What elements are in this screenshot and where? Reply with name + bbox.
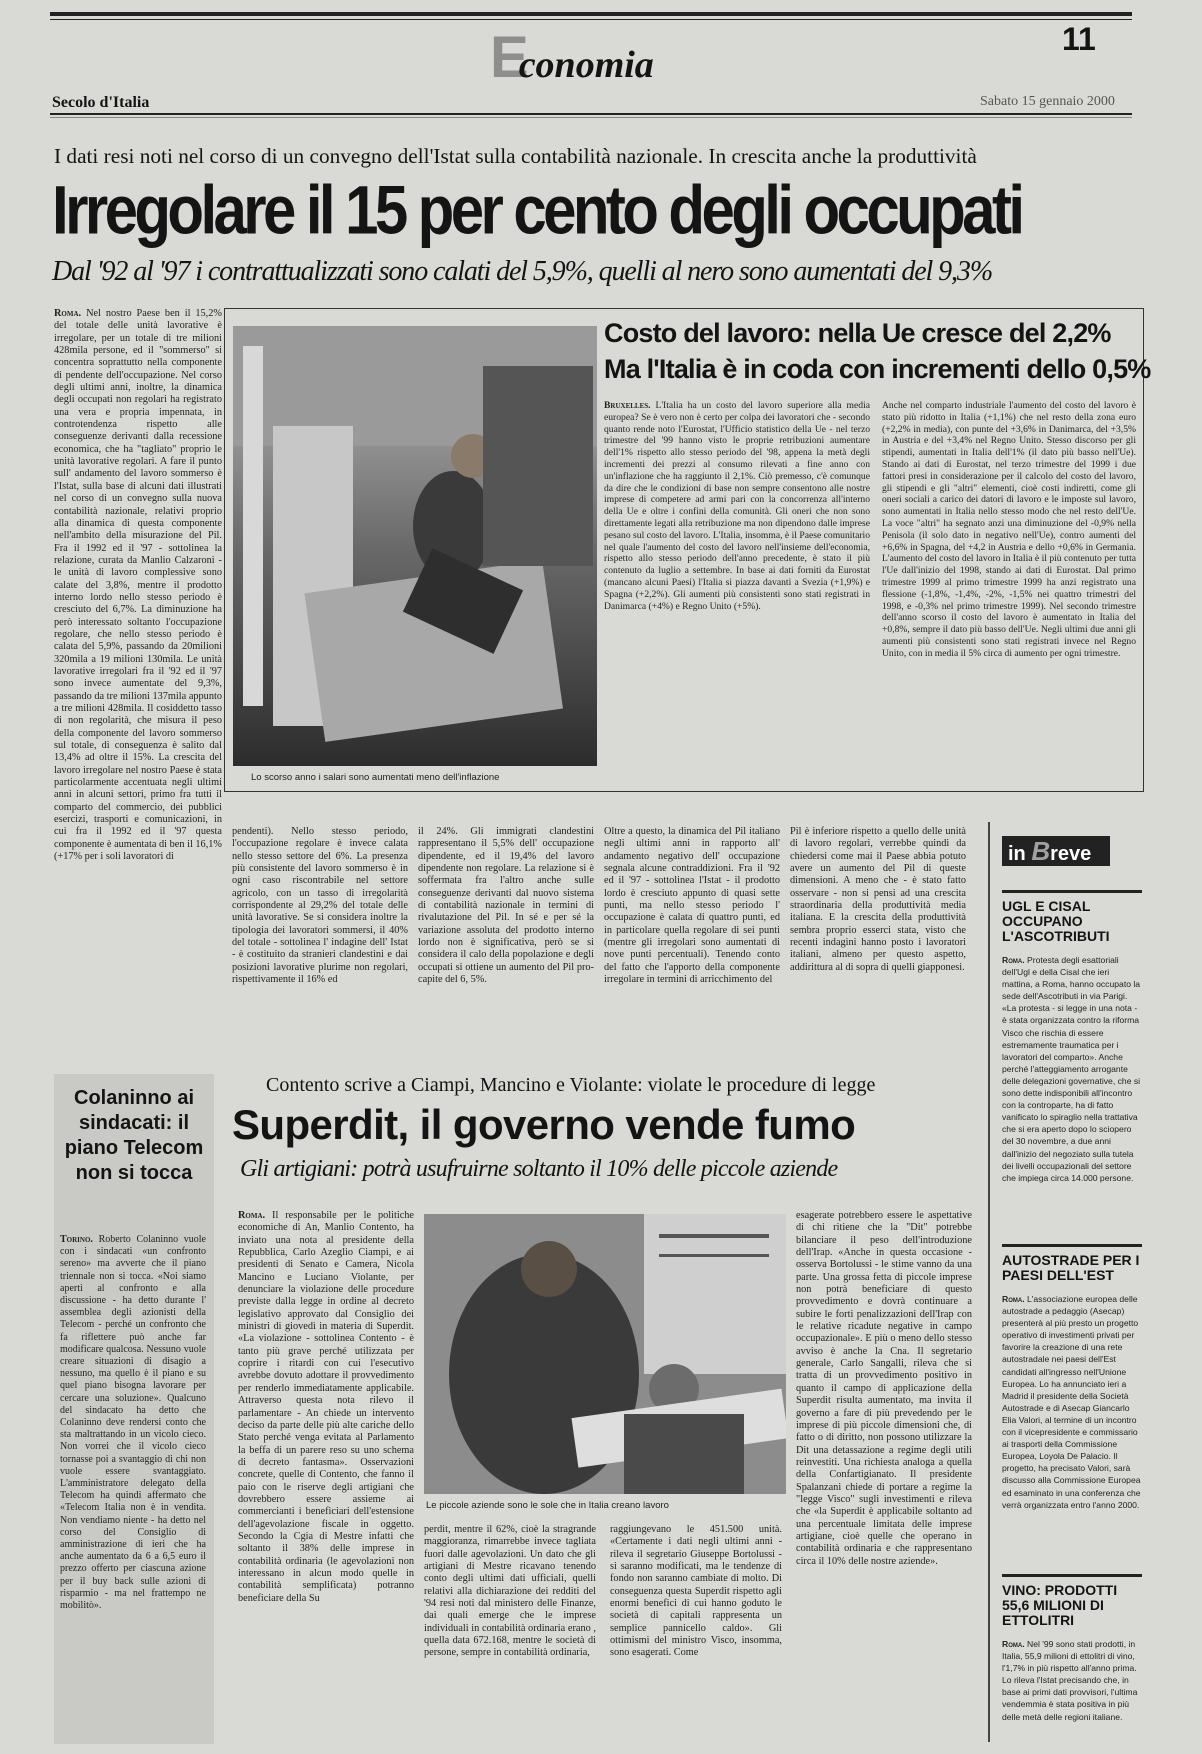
brief-title: UGL E CISAL OCCUPANO L'ASCOTRIBUTI [1002,898,1110,944]
in-breve-rest: reve [1050,843,1092,865]
colaninno-body [60,1234,206,1734]
masthead-rule [50,113,1132,115]
brief-rule [1002,1574,1142,1577]
brief-item-2 [1002,1244,1142,1573]
colaninno-dateline: Torino. [60,1234,93,1245]
box-dateline: Bruxelles. [604,400,651,411]
brief-dateline: Roma. [1002,955,1025,965]
lead-column-1 [54,308,222,1030]
brief-text: L'associazione europea delle autostrade a pedaggio (Asecap) presenterà al più presto un progetto operativo di investimenti privati per favorire la creazione di una rete autostradale nei paesi dell'Est candidati all'ingresso nell'Unione Europea. Lo ha annunciato ieri a Madrid il presidente della Società Autostrade e di Asecap Giancarlo Elia Valori, al termine di un incontro con il vicepresidente e commissario ai trasporti della Commissione Europea, Loyola De Palacio. Il progetto, ha precisato Valori, sarà discusso alla Commissione Europea ed esaminato in una conferenza che verrà organizzata entro l'anno 2000. [1002,1294,1141,1510]
brief-rule [1002,890,1142,893]
issue-date: Sabato 15 gennaio 2000 [980,94,1115,109]
superdit-text-3: raggiungevano le 451.500 unità. «Certamente i dati negli ultimi anni - rileva il segretario Giuseppe Bortolussi - si saranno modificati, ma le tendenze di fondo non saranno cambiate di molto. Di conseguenza questa Superdit rispetto agli enormi benefici di cui hanno goduto le società di capitali rappresenta un semplice pannicello caldo». Gli ottimismi del ministro Visco, insomma, sono esagerati. Come [610,1524,782,1659]
section-title [490,25,654,92]
colaninno-headline: Colaninno ai sindacati: il piano Telecom non si tocca [64,1087,204,1184]
lead-headline: Irregolare il 15 per cento degli occupati [52,171,1022,249]
brief-rule [1002,1244,1142,1247]
top-thin-rule [50,19,1132,20]
superdit-photo [424,1214,786,1494]
brief-body [1002,954,1142,1234]
lead-text-1: Nel nostro Paese ben il 15,2% del totale delle unità lavorative è irregolare, per un totale di tre milioni 428mila persone, ed il "sommerso" si concentra soprattutto nella componente di pendente dell'occupazione. Nel corso degli ultimi anni, inoltre, la dinamica degli occupati non regolari ha registrato una vera e propria impennata, in controtendenza rispetto alle conseguenze derivanti dalla recessione economica, che ha "tagliato" proprio le unità lavorative regolari. A fare il punto sull' andamento del lavoro sommerso è l'Istat, sulla base di alcuni dati illustrati nel corso di un convegno sulla nuova contabilità nazionale, relativi proprio alla dinamica di questa componente nell'ambito della misurazione del Pil. Fra il 1992 ed il '97 - sottolinea la relazione, curata da Manlio Calzaroni - le unità di lavoro complessive sono calate del 3,8%, mentre il prodotto interno lordo nello stesso periodo è cresciuto del 6,7%. La diminuzione ha però interessato soltanto l'occupazione regolare, che nello stesso periodo è calata del 5,9%, passando da 20milioni 320mila a 19 milioni 130mila. Le unità lavorative irregolari fra il '92 ed il '97 sono invece aumentate del 9,3%, passando da tre milioni 137mila appunto a tre milioni 428mila. Il cosiddetto tasso di non regolarità, che misura il peso della componente del lavoro sommerso sul totale, di conseguenza è salito dal 13,4% ad oltre il 15%. La crescita del lavoro irregolare nel nostro Paese è stata particolarmente accentuata negli ultimi anni in alcuni settori, primo fra tutti il comparto del commercio, dei pubblici esercizi, trasporti e comunicazioni, in cui fra il 1992 ed il '97 questa componente è aumentata di ben il 16,1% (+17% per i soli lavoratori di [54,308,222,863]
lead-text-4: Oltre a questo, la dinamica del Pil italiano negli ultimi anni in rapporto all' andamento negativo dell' occupazione segnala alcune contraddizioni. Fra il '92 ed il '97 - sottolinea l'Istat - il prodotto lordo è cresciuto appunto di quasi sette punti, ma nello stesso periodo l' occupazione è calata di quattro punti, ed in particolare quella regolare di sei punti (mentre gli irregolari sono aumentati di nove punti percentuali). Tenendo conto del fatto che l'apporto della componente irregolare in termini di arricchimento del [604,826,780,986]
lead-kicker: I dati resi noti nel corso di un convegno dell'Istat sulla contabilità nazionale. In crescita anche la produttività [54,144,977,168]
lead-column-4 [604,826,780,1028]
section-initial: E [490,25,529,90]
box-text-2: Anche nel comparto industriale l'aumento del costo del lavoro è stato più ridotto in Italia (+1,1%) che nel resto della zona euro (+2,2% in media), con punte del +3,6% in Danimarca, del +3,5% in Austria e del +3,4% nel Regno Unito. Stesso discorso per gli stipendi, aumentati in Italia dell'1% (il dato più basso nell'Ue). Stando ai dati di Eurostat, nel terzo trimestre del 1999 i due fattori presi in considerazione per il calcolo del costo del lavoro, gli stipendi e gli "altri" elementi, cioè costi indiretti, come gli oneri sociali a carico dei datori di lavoro e le imposte sul lavoro, sono aumentati in Italia nello stesso modo che nel resto dell'Ue. La voce "altri" ha segnato anzi una diminuzione del -0,9% nella Penisola (il solo dato in negativo nell'Ue), contro aumenti del +6,6% in Spagna, del +4,2 in Austria e dello +0,6% in Germania. L'aumento del costo del lavoro in Italia è il più contenuto per tutta l'Ue dall'inizio del 1998, stando ai dati di Eurostat. Dal primo trimestre 1999 al primo trimestre 1999 ha anzi registrato una flessione (-1,8%, -1,4%, -2%, -1,5% nei quattro trimestri del 1998, e -0,3% nel primo trimestre 1999). Nel secondo trimestre dell'anno scorso il costo del lavoro è aumentato in Italia del +0,8%, sempre il dato più basso dell'Ue. Negli ultimi due anni gli aumenti più consistenti sono stati registrati invece nel Regno Unito, con in media il 5% circa di aumento per ogni trimestre. [882,400,1136,659]
brief-body [1002,1638,1142,1748]
in-breve-sidebar [988,822,1144,1742]
lead-photo-caption: Lo scorso anno i salari sono aumentati meno dell'inflazione [251,772,500,783]
superdit-subhead: Gli artigiani: potrà usufruirne soltanto il 10% delle piccole aziende [240,1156,838,1182]
superdit-kicker: Contento scrive a Ciampi, Mancino e Violante: violate le procedure di legge [266,1074,876,1096]
in-breve-label [1002,836,1110,866]
superdit-text-4: esagerate potrebbero essere le aspettative di chi ritiene che la "Dit" potrebbe bilanciare il peso dell'introduzione dell'Irap. «Anche in questa occasione - osserva Bortolussi - le stime vanno da una parte. Una grossa fetta di piccole imprese non potrà beneficiare di questo provvedimento e dovrà continuare a subire le forti penalizzazioni dell'Irap con le relative ricadute negative in campo occupazionale». E più o meno dello stesso avviso è anche la Cna. Il segretario generale, Carlo Sangalli, rileva che si tratta di un provvedimento positivo in quanto il campo di applicazione della Superdit risulta aumentato, ma invita il governo a fare di più prevedendo per le imprese di più piccole dimensioni che, di fatto o di diritto, non possono utilizzare la Dit una detassazione a regime degli utili reinvestiti. Una richiesta analoga a quella della Confartigianato. Il presidente Spalanzani chiede di portare a regime la "legge Visco" sugli investimenti e rileva che «la Superdit è applicabile soltanto ad una percentuale limitata delle imprese artigiane, cioè quelle che operano in contabilità ordinaria e che rappresentano circa il 10% delle nostre aziende». [796,1210,972,1567]
artisans-photo-image [424,1214,786,1494]
box-headline-2: Ma l'Italia è in coda con incrementi dello 0,5% [604,354,1151,384]
lead-text-2: pendenti). Nello stesso periodo, l'occupazione regolare è invece calata nello stesso settore del 6%. La presenza più consistente del lavoro sommerso è in ogni caso riscontrabile nel settore agricolo, con un tasso di irregolarità corrispondente al 29,2% del totale delle unità lavorative. Se si considera inoltre la tipologia dei lavoratori sommersi, il 40% del totale - sottolinea l' indagine dell' Istat - è costituito da stranieri clandestini e dai posizioni lavorative plurime non regolari, rispettivamente il 16% ed [232,826,408,986]
brief-text: Protesta degli esattoriali dell'Ugl e della Cisal che ieri mattina, a Roma, hanno occupato la sede dell'Ascotributi in via Parigi. «La protesta - si legge in una nota - è stata organizzata contro la riforma Visco che rischia di essere estremamente traumatica per i lavoratori del comparto». Anche perché l'atteggiamento arrogante delle delegazioni governative, che si sono dette indisponibili all'incontro con la controparte, ha di fatto vanificato lo spiraglio nella trattativa che si era aperto dopo lo sciopero del 30 novembre, a due anni dall'inizio del negoziato sulla tutela dei livelli occupazionali del settore che impiega circa 14.000 persone. [1002,955,1141,1183]
masthead-thin-rule [50,117,1132,118]
lead-column-2 [232,826,408,1028]
colaninno-box [54,1074,214,1744]
brief-title: AUTOSTRADE PER I PAESI DELL'EST [1002,1252,1140,1283]
superdit-dateline: Roma. [238,1210,266,1221]
superdit-text-2: perdit, mentre il 62%, cioè la stragrande maggioranza, rimarrebbe invece tagliata fuori dalle agevolazioni. Un dato che gli artigiani di Mestre ricavano tenendo conto degli ultimi dati ufficiali, quelli relativi alla dichiarazione dei redditi del '94 resi noti dal ministero delle Finanze, dai quali emerge che le imprese individuali in contabilità ordinaria erano , quella data 672.168, mentre le società di persone, sempre in contabilità ordinaria, [424,1524,596,1659]
superdit-column-1 [238,1210,414,1742]
brief-body [1002,1293,1142,1573]
brief-title: VINO: PRODOTTI 55,6 MILIONI DI ETTOLITRI [1002,1582,1118,1628]
superdit-text-1: Il responsabile per le politiche economiche di An, Manlio Contento, ha inviato una nota al presidente della Repubblica, Carlo Azeglio Ciampi, e ai presidenti di Senato e Camera, Nicola Mancino e Luciano Violante, per denunciare la violazione delle procedure previste dalla legge in ordine al decreto legislativo approvato dal Consiglio dei ministri di giovedì in materia di Superdit. «La violazione - sottolinea Contento - è tanto più grave perché utilizzata per coprire i ritardi con cui l'esecutivo avrebbe dovuto adottare il provvedimento per renderlo immediatamente applicabile. Attraverso questa nota rilevo il parlamentare - An chiede un intervento deciso da parte delle più alte cariche dello Stato perché venga evitata al Parlamento la beffa di un parere reso su uno schema di decreto fantasma». Osservazioni concrete, quelle di Contento, che fanno il paio con le riserve degli artigiani che dovrebbero essere assieme ai commercianti i beneficiari dell'estensione dell'agevolazione fiscale in oggetto. Secondo la Cgia di Mestre infatti che soltanto il 38% delle imprese in contabilità ordinaria (le agevolazioni non interessano in alcun modo quelle in contabilità semplificata) potranno beneficiare della Su [238,1210,414,1604]
box-column-1 [604,400,870,784]
box-headline-1: Costo del lavoro: nella Ue cresce del 2,2% [604,318,1111,348]
brief-dateline: Roma. [1002,1639,1025,1649]
top-rule [50,12,1132,16]
paper-name: Secolo d'Italia [52,94,150,111]
page-number: 11 [1062,21,1096,57]
lead-subhead: Dal '92 al '97 i contrattualizzati sono calati del 5,9%, quelli al nero sono aumentati del 9,3% [52,256,993,287]
colaninno-text: Roberto Colaninno vuole con i sindacati «un confronto sereno» ma avverte che il piano triennale non si tocca. «Noi siamo aperti al confronto e alla discussione - ha detto durante l' assemblea degli azionisti della Telecom - perché un confronto che fa riflettere può anche far modificare qualcosa. Nessuno vuole creare situazioni di disagio a nessuno, ma quello è il piano e su quel piano bisogna lavorare per cercare una soluzione». Qualcuno del sindacato ha detto che Colaninno deve rendersi conto che sta maltrattando in un vicolo cieco. Non vorrei che il vicolo cieco tornasse poi a svantaggio di chi non vuole essere svantaggiato. L'amministratore delegato della Telecom ha quindi affermato che «Telecom Italia non è in vendita. Non vendiamo niente - ha detto nel corso del Consiglio di amministrazione di ieri che ha anche aumentato da 6 a 6,5 euro il prezzo offerto per ciascuna azione per il buy back sulle azioni di risparmio - ma nel frattempo ne mobilitò». [60,1234,206,1612]
in-breve-b: B [1031,836,1051,866]
superdit-headline: Superdit, il governo vende fumo [232,1101,856,1148]
box-column-2 [882,400,1136,784]
superdit-column-2 [424,1524,596,1742]
superdit-photo-caption: Le piccole aziende sono le sole che in Italia creano lavoro [426,1500,669,1511]
lead-column-3 [418,826,594,1028]
section-name: conomia [518,44,654,86]
lead-dateline: Roma. [54,308,82,319]
box-text-1: L'Italia ha un costo del lavoro superiore alla media europea? Se è vero non è certo per colpa dei lavoratori che - secondo quanto rende noto l'Eurostat, l'Ufficio statistico della Ue - nel terzo trimestre del '99 hanno visto le proprie retribuzioni aumentare dell'1% rispetto allo stesso periodo del '98, appena la metà degli incrementi dei prezzi al consumo rilevati a fine anno con un'inflazione che ha raggiunto il 2,1%. Ciò premesso, c'è comunque da dire che le condizioni di base non sempre consentono alle nostre imprese di competere ad armi pari con la concorrenza all'interno della Ue e oltre i confini della comunità. Gli oneri che non sono direttamente legati alla retribuzione ma non dipendono dalle imprese pesano sul costo del lavoro. L'Italia, insomma, è il Paese comunitario nel quale l'aumento del costo del lavoro nell'insieme dell'economia, rispetto allo stesso periodo dell'anno precedente, è stato il più contenuto da luglio a settembre. In base ai dati forniti da Eurostat (mancano alcuni Paesi) l'Italia si piazza davanti a Svezia (+1,9%) e Spagna (+2,2%). Gli aumenti più consistenti sono stati registrati in Danimarca (+4%) e Regno Unito (+5%). [604,400,870,612]
in-breve-in: in [1008,843,1026,865]
brief-text: Nel '99 sono stati prodotti, in Italia, 55,9 milioni di ettolitri di vino, l'1,7% in più rispetto all'anno prima. Lo rileva l'Istat precisando che, in base ai primi dati provvisori, l'ultima vendemmia è stata positiva in più delle metà delle regioni italiane. [1002,1639,1138,1722]
lead-text-5: Pil è inferiore rispetto a quello delle unità di lavoro regolari, verrebbe quindi da chiedersi come mai il Paese abbia potuto avere un aumento del Pil di queste dimensioni. A meno che - è stato fatto osservare - non si pensi ad una crescita straordinaria della produttività media italiana. E la crescita della produttività sembra proprio esserci stata, visto che recenti indagini hanno posto i lavoratori italiani, almeno per questo aspetto, addirittura al di sopra di quelli giapponesi. [790,826,966,973]
lead-column-5 [790,826,966,1028]
brief-dateline: Roma. [1002,1294,1025,1304]
lead-text-3: il 24%. Gli immigrati clandestini rappresentano il 5,5% dell' occupazione dipendente, ed il 19,4% del lavoro dipendente non regolare. La relazione si è soffermata fra l'altro anche sulle conseguenze derivanti dal nuovo sistema di contabilità nazionale in termini di rivalutazione del Pil. In sé e per sé la variazione assoluta del prodotto interno lordo non è significativa, però se si considera il calo della popolazione e degli occupati si ottiene un aumento del Pil pro-capite del 6, 5%. [418,826,594,986]
superdit-column-3 [610,1524,782,1742]
brief-item-1 [1002,890,1142,1234]
brief-item-3 [1002,1574,1142,1748]
superdit-column-4 [796,1210,972,1742]
